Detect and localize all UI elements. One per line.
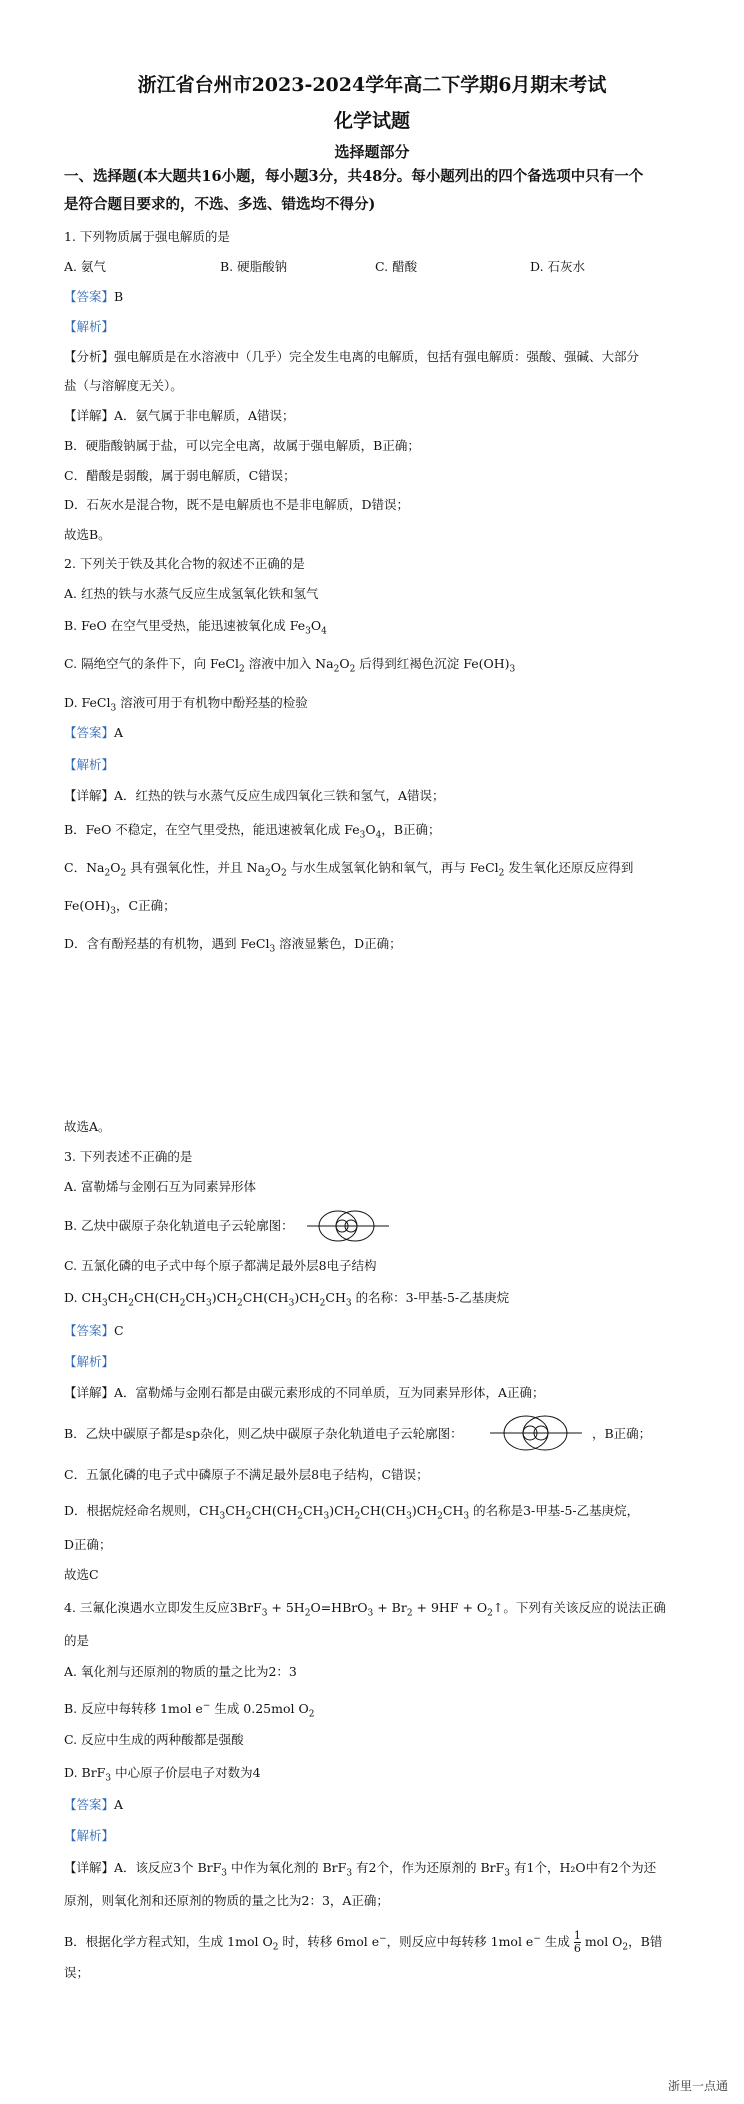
q3-option-d: D. $CH_3CH_2CH(CH_2CH_3)CH_2CH(CH_3)CH_2CH_3$ 的名称：3-甲基-5-乙基庚烷: [64, 1290, 510, 1309]
q4-detail-b-end: 误；: [64, 1965, 90, 1980]
q4-stem-line2: 的是: [64, 1633, 90, 1648]
q3-analysis-label: 【解析】: [64, 1354, 115, 1369]
q1-detail-c: C．醋酸是弱酸，属于弱电解质，C错误；: [64, 468, 296, 483]
q3-option-c: C. 五氯化磷的电子式中每个原子都满足最外层8电子结构: [64, 1258, 377, 1273]
q3-detail-a: 【详解】A．富勒烯与金刚石都是由碳元素形成的不同单质，互为同素异形体，A正确；: [64, 1385, 545, 1400]
q1-detail-d: D．石灰水是混合物，既不是电解质也不是非电解质，D错误；: [64, 497, 410, 512]
document-subtitle: 化学试题: [333, 110, 410, 132]
q2-analysis-label: 【解析】: [64, 757, 115, 772]
q4-detail-a-line1: 【详解】A．该反应3个 BrF$_3$ 中作为氧化剂的 BrF$_3$ 有2个，作为还原剂的 BrF$_3$ 有1个，H₂O中有2个为还: [64, 1860, 657, 1879]
q1-option-a: A. 氨气: [64, 259, 106, 274]
q1-answer: 【答案】B: [64, 289, 124, 304]
q3-option-b: B. 乙炔中碳原子杂化轨道电子云轮廓图：: [64, 1218, 294, 1233]
q2-option-a: A. 红热的铁与水蒸气反应生成氢氧化铁和氢气: [64, 586, 319, 601]
q2-detail-c-line2: $Fe(OH)_3$，C正确；: [64, 898, 176, 917]
q2-option-c: C. 隔绝空气的条件下，向 FeCl$_2$ 溶液中加入 $Na_2O_2$ 后得到红褐色沉淀 $Fe(OH)_3$: [64, 656, 516, 675]
q4-detail-a-line2: 原剂，则氧化剂和还原剂的物质的量之比为2：3，A正确；: [64, 1893, 389, 1908]
q3-detail-b: B．乙炔中碳原子都是sp杂化，则乙炔中碳原子杂化轨道电子云轮廓图：: [64, 1426, 463, 1441]
q4-analysis-label: 【解析】: [64, 1828, 115, 1843]
q3-answer: 【答案】C: [64, 1323, 124, 1338]
q2-conclusion: 故选A。: [64, 1119, 111, 1134]
sp-orbital-diagram-answer: [488, 1411, 584, 1455]
footer-watermark: 浙里一点通: [667, 2079, 728, 2093]
q1-option-b: B. 硬脂酸钠: [220, 259, 288, 274]
q4-detail-b: B．根据化学方程式知，生成 1mol $O_2$ 时，转移 6mol e−，则反应中每转移 1mol e− 生成 $\frac{1}{6}$ mol $O_2$，B错: [64, 1929, 663, 1955]
q1-option-d: D. 石灰水: [530, 259, 586, 274]
q3-detail-b-end: ，B正确；: [592, 1426, 652, 1441]
q4-option-b: B. 反应中每转移 1mol e− 生成 0.25mol $O_2$: [64, 1701, 315, 1720]
section-heading-line2: 是符合题目要求的，不选、多选、错选均不得分): [64, 196, 376, 213]
q3-option-a: A. 富勒烯与金刚石互为同素异形体: [64, 1179, 256, 1194]
q1-stem: 1. 下列物质属于强电解质的是: [64, 229, 230, 244]
sp-orbital-diagram: [305, 1206, 391, 1246]
document-title: 浙江省台州市2023-2024学年高二下学期6月期末考试: [137, 74, 607, 96]
q2-answer: 【答案】A: [64, 725, 124, 740]
q4-option-c: C. 反应中生成的两种酸都是强酸: [64, 1732, 244, 1747]
q2-detail-b: B．FeO 不稳定，在空气里受热，能迅速被氧化成 $Fe_3O_4$，B正确；: [64, 822, 441, 841]
q1-conclusion: 故选B。: [64, 527, 111, 542]
q3-stem: 3. 下列表述不正确的是: [64, 1149, 193, 1164]
q3-detail-d: D．根据烷烃命名规则，$CH_3CH_2CH(CH_2CH_3)CH_2CH(CH_3)CH_2CH_3$ 的名称是3-甲基-5-乙基庚烷，: [64, 1503, 640, 1522]
q4-option-d: D. BrF$_3$ 中心原子价层电子对数为4: [64, 1765, 261, 1784]
q2-detail-a: 【详解】A．红热的铁与水蒸气反应生成四氧化三铁和氢气，A错误；: [64, 788, 445, 803]
q1-option-c: C. 醋酸: [375, 259, 418, 274]
q1-fenxi-line2: 盐（与溶解度无关）。: [64, 378, 183, 393]
q2-option-d: D. FeCl$_3$ 溶液可用于有机物中酚羟基的检验: [64, 695, 308, 714]
part-heading: 选择题部分: [334, 143, 410, 161]
q3-conclusion: 故选C: [64, 1567, 99, 1582]
q4-stem-line1: 4. 三氟化溴遇水立即发生反应$3BrF_3 + 5H_2O=HBrO_3 + Br_2 + 9HF$ + $O_2↑$。下列有关该反应的说法正确: [64, 1600, 666, 1619]
q1-fenxi-line1: 【分析】强电解质是在水溶液中（几乎）完全发生电离的电解质，包括有强电解质：强酸、强碱、大部分: [64, 349, 640, 364]
q1-detail-b: B．硬脂酸钠属于盐，可以完全电离，故属于强电解质，B正确；: [64, 438, 420, 453]
section-heading-line1: 一、选择题(本大题共16小题，每小题3分，共48分。每小题列出的四个备选项中只有一个: [64, 168, 644, 185]
q4-answer: 【答案】A: [64, 1797, 124, 1812]
q2-stem: 2. 下列关于铁及其化合物的叙述不正确的是: [64, 556, 305, 571]
q1-detail-a: 【详解】A．氨气属于非电解质，A错误；: [64, 408, 295, 423]
q2-option-b: B. FeO 在空气里受热，能迅速被氧化成 $Fe_3O_4$: [64, 618, 327, 637]
q3-detail-c: C．五氯化磷的电子式中磷原子不满足最外层8电子结构，C错误；: [64, 1467, 429, 1482]
q2-detail-d: D．含有酚羟基的有机物，遇到 FeCl$_3$ 溶液显紫色，D正确；: [64, 936, 402, 955]
q4-option-a: A. 氧化剂与还原剂的物质的量之比为2：3: [64, 1664, 297, 1679]
q2-detail-c-line1: C．$Na_2O_2$ 具有强氧化性，并且 $Na_2O_2$ 与水生成氢氧化钠和氧气，再与 FeCl$_2$ 发生氧化还原反应得到: [64, 860, 634, 879]
q3-detail-d-end: D正确；: [64, 1537, 112, 1552]
q1-analysis-label: 【解析】: [64, 319, 115, 334]
